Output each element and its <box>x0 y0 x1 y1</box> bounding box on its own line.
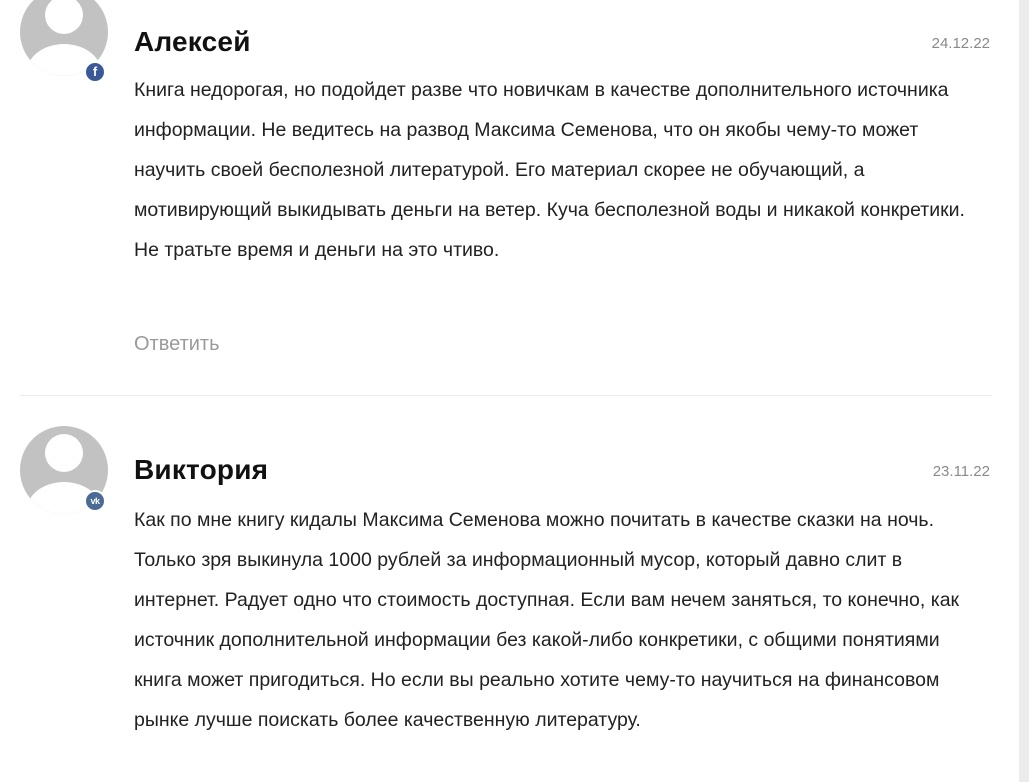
scrollbar-track[interactable] <box>1019 0 1029 782</box>
comment-author: Алексей <box>134 26 251 57</box>
avatar-head-shape <box>45 0 83 34</box>
reply-button[interactable]: Ответить <box>134 333 220 355</box>
comment-item <box>0 396 1010 782</box>
comment-text: Как по мне книгу кидалы Максима Семенова можно почитать в качестве сказки на ночь. Только зря выкинула 1000 рублей за информационный мусор, который давно слит в интернет. Радует одно что стоимость доступная. Если вам нечем заняться, то конечно, как источник дополнительной информации без какой-либо конкретики, с общими понятиями книга может пригодиться. Но если вы реально хотите чему-то научиться на финансовом рынке лучше поискать более качественную литературу. <box>134 509 960 731</box>
facebook-icon: f <box>84 61 106 83</box>
comment-author: Виктория <box>134 454 269 485</box>
vk-icon: vk <box>84 490 106 512</box>
comment-date: 23.11.22 <box>932 463 990 480</box>
comment-date: 24.12.22 <box>931 35 990 52</box>
comment-item <box>0 0 1010 395</box>
avatar-head-shape <box>45 434 83 472</box>
comment-text: Книга недорогая, но подойдет разве что новичкам в качестве дополнительного источника информации. Не ведитесь на развод Максима Семенова, что он якобы чему-то может научить своей бесполезной литературой. Его материал скорее не обучающий, а мотивирующий выкидывать деньги на ветер. Куча бесполезной воды и никакой конкретики. Не тратьте время и деньги на это чтиво. <box>134 79 965 261</box>
